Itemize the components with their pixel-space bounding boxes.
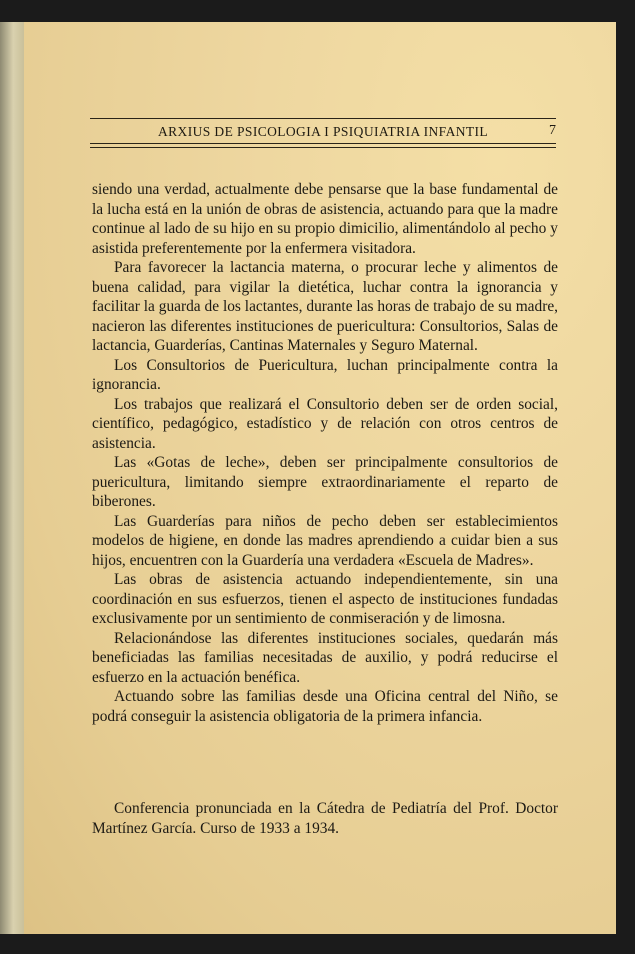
book-spine-edge	[0, 22, 24, 934]
header-rule-bottom	[90, 143, 556, 144]
conference-note	[92, 799, 558, 839]
body-text	[92, 180, 558, 726]
header-rule-top	[90, 118, 556, 119]
conference-note-text: Conferencia pronunciada en la Cátedra de Pediatría del Prof. Doctor Martínez García. Curso de 1933 a 1934.	[92, 800, 558, 837]
header-row	[90, 123, 556, 141]
running-title: ARXIUS DE PSICOLOGIA I PSIQUIATRIA INFANTIL	[158, 124, 489, 139]
page-number: 7	[549, 123, 556, 138]
running-header	[90, 118, 556, 148]
paragraph-1: siendo una verdad, actualmente debe pensarse que la base fundamental de la lucha está en la unión de obras de asistencia, actuando para que la madre continue al lado de su hijo en su propio dimicilio, alimentándolo al pecho y asistida preferentemente por la enfermera visitadora.	[92, 181, 558, 257]
paragraph-6: Las Guarderías para niños de pecho deben ser establecimientos modelos de higiene, en donde las madres aprendiendo a cuidar bien a sus hijos, encuentren con la Guardería una verdadera «Escuela de Madres».	[92, 512, 558, 569]
paragraph-7: Las obras de asistencia actuando independientemente, sin una coordinación en sus esfuerzos, tienen el aspecto de instituciones fundadas exclusivamente por un sentimiento de conmiseración y de limosna.	[92, 571, 558, 627]
header-rule-bottom-thin	[90, 147, 556, 148]
paragraph-8: Relacionándose las diferentes instituciones sociales, quedarán más beneficiadas las familias necesitadas de auxilio, y podrá reducirse el esfuerzo en la actuación benéfica.	[92, 629, 558, 686]
paragraph-9: Actuando sobre las familias desde una Oficina central del Niño, se podrá conseguir la asistencia obligatoria de la primera infancia.	[92, 688, 558, 725]
paragraph-4: Los trabajos que realizará el Consultorio deben ser de orden social, científico, pedagógico, estadístico y de relación con otros centros de asistencia.	[92, 395, 558, 452]
paragraph-3: Los Consultorios de Puericultura, luchan principalmente contra la ignorancia.	[92, 356, 558, 393]
paragraph-5: Las «Gotas de leche», deben ser principalmente consultorios de puericultura, limitando siempre extraordinariamente el reparto de biberones.	[92, 454, 558, 510]
paragraph-2: Para favorecer la lactancia materna, o procurar leche y alimentos de buena calidad, para vigilar la dietética, luchar contra la ignorancia y facilitar la guarda de los lactantes, durante las horas de trabajo de su madre, nacieron las diferentes instituciones de puericultura: Consultorios, Salas de lactancia, Guarderías, Cantinas Maternales y Seguro Maternal.	[92, 259, 558, 354]
